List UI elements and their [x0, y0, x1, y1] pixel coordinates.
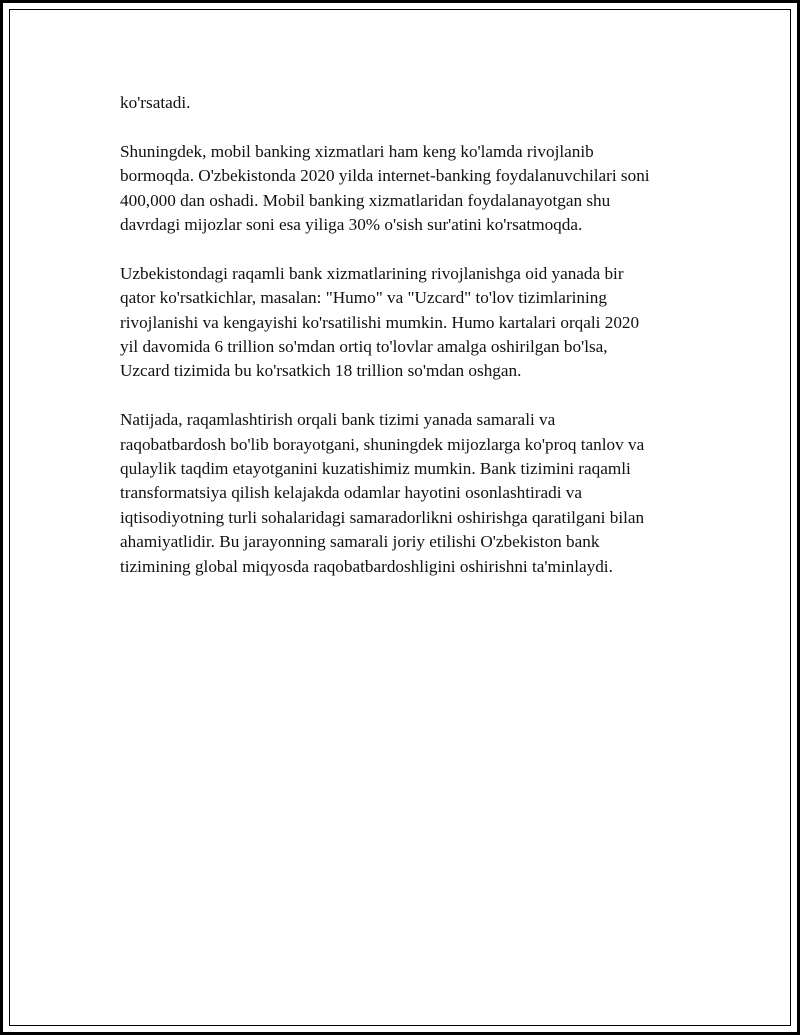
text-line: bormoqda. O'zbekistonda 2020 yilda internet-banking foydalanuvchilari soni [120, 166, 650, 186]
text-line: transformatsiya qilish kelajakda odamlar hayotini osonlashtiradi va [120, 483, 583, 503]
paragraph-3 [120, 262, 700, 384]
text-line: qulaylik taqdim etayotganini kuzatishimiz mumkin. Bank tizimini raqamli [120, 459, 631, 479]
text-line: 400,000 dan oshadi. Mobil banking xizmatlaridan foydalanayotgan shu [120, 190, 611, 210]
text-line: ko'rsatadi. [120, 93, 191, 112]
text-line: Shuningdek, mobil banking xizmatlari ham keng ko'lamda rivojlanib [120, 141, 594, 161]
text-line: Natijada, raqamlashtirish orqali bank tizimi yanada samarali va [120, 410, 556, 430]
paragraph-4 [120, 408, 700, 579]
text-line: Uzcard tizimida bu ko'rsatkich 18 trillion so'mdan oshgan. [120, 361, 522, 381]
paragraph-2 [120, 140, 700, 238]
paragraph-1 [120, 91, 700, 115]
text-line: rivojlanishi va kengayishi ko'rsatilishi mumkin. Humo kartalari orqali 2020 [120, 312, 640, 332]
text-line: qator ko'rsatkichlar, masalan: "Humo" va "Uzcard" to'lov tizimlarining [120, 288, 607, 308]
text-line: Uzbekistondagi raqamli bank xizmatlarining rivojlanishga oid yanada bir [120, 263, 624, 283]
text-line: ahamiyatlidir. Bu jarayonning samarali joriy etilishi O'zbekiston bank [120, 532, 600, 552]
text-line: davrdagi mijozlar soni esa yiliga 30% o'sish sur'atini ko'rsatmoqda. [120, 215, 583, 235]
text-line: iqtisodiyotning turli sohalaridagi samaradorlikni oshirishga qaratilgani bilan [120, 507, 645, 527]
document-body [120, 91, 700, 603]
text-line: tizimining global miqyosda raqobatbardoshligini oshirishni ta'minlaydi. [120, 556, 613, 576]
text-line: raqobatbardosh bo'lib borayotgani, shuningdek mijozlarga ko'proq tanlov va [120, 434, 645, 454]
text-line: yil davomida 6 trillion so'mdan ortiq to'lovlar amalga oshirilgan bo'lsa, [120, 337, 608, 357]
